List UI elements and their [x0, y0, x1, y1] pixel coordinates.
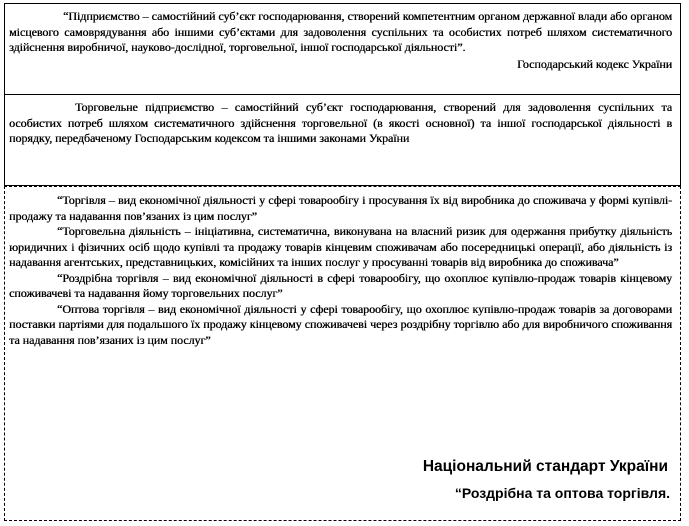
definition-paragraph: “Торговельна діяльність – ініціативна, систематична, виконувана на власний ризик для одержання прибутку діяльність юридичних і фізичних осіб щодо купівлі та продажу товарів кінцевим споживачам або посередницькі операції, або діяльність із надавання агентських, представницьких, комісійних та інших послуг у просуванні товарів від виробника до споживача”	[9, 224, 672, 269]
enterprise-definition-box	[4, 3, 681, 95]
definition-paragraph: “Торгівля – вид економічної діяльності у сфері товарообігу і просування їх від виробника до споживача у формі купівлі-продажу та надавання пов’язаних із цим послуг”	[9, 193, 672, 223]
trade-enterprise-definition-box	[4, 94, 681, 186]
standard-source-title: Національний стандарт України	[422, 458, 668, 475]
definition-paragraph: “Оптова торгівля – вид економічної діяльності у сфері товарообігу, що охоплює купівлю-продаж товарів за договорами поставки партіями для подальшого їх продажу кінцевому споживачеві через роздрібну торгівлю або для виробничого споживання та надавання пов’язаних із цим послуг”	[9, 301, 672, 347]
enterprise-definition-text: “Підприємство – самостійний суб’єкт господарювання, створений компетентним органом державної влади або органом місцевого самоврядування або іншими суб’єктами для задоволення суспільних та особистих потреб шляхом систематичного здійснення виробничої, науково-дослідної, торговельної, іншої господарської діяльності”.	[9, 9, 672, 54]
definition-paragraph: “Роздрібна торгівля – вид економічної діяльності в сфері товарообігу, що охоплює купівлю-продаж товарів кінцевому споживачеві та надавання йому торговельних послуг”	[9, 270, 672, 300]
trade-enterprise-definition-text: Торговельне підприємство – самостійний суб’єкт господарювання, створений для задоволення суспільних та особистих потреб шляхом систематичного здійснення торговельної (в якості основної) та іншої господарської діяльності в порядку, передбаченому Господарським кодексом та іншими законами України	[9, 100, 672, 145]
trade-definitions-box	[4, 186, 681, 521]
standard-source-subtitle: “Роздрібна та оптова торгівля.	[454, 485, 670, 501]
enterprise-definition-source: Господарський кодекс України	[516, 56, 672, 71]
